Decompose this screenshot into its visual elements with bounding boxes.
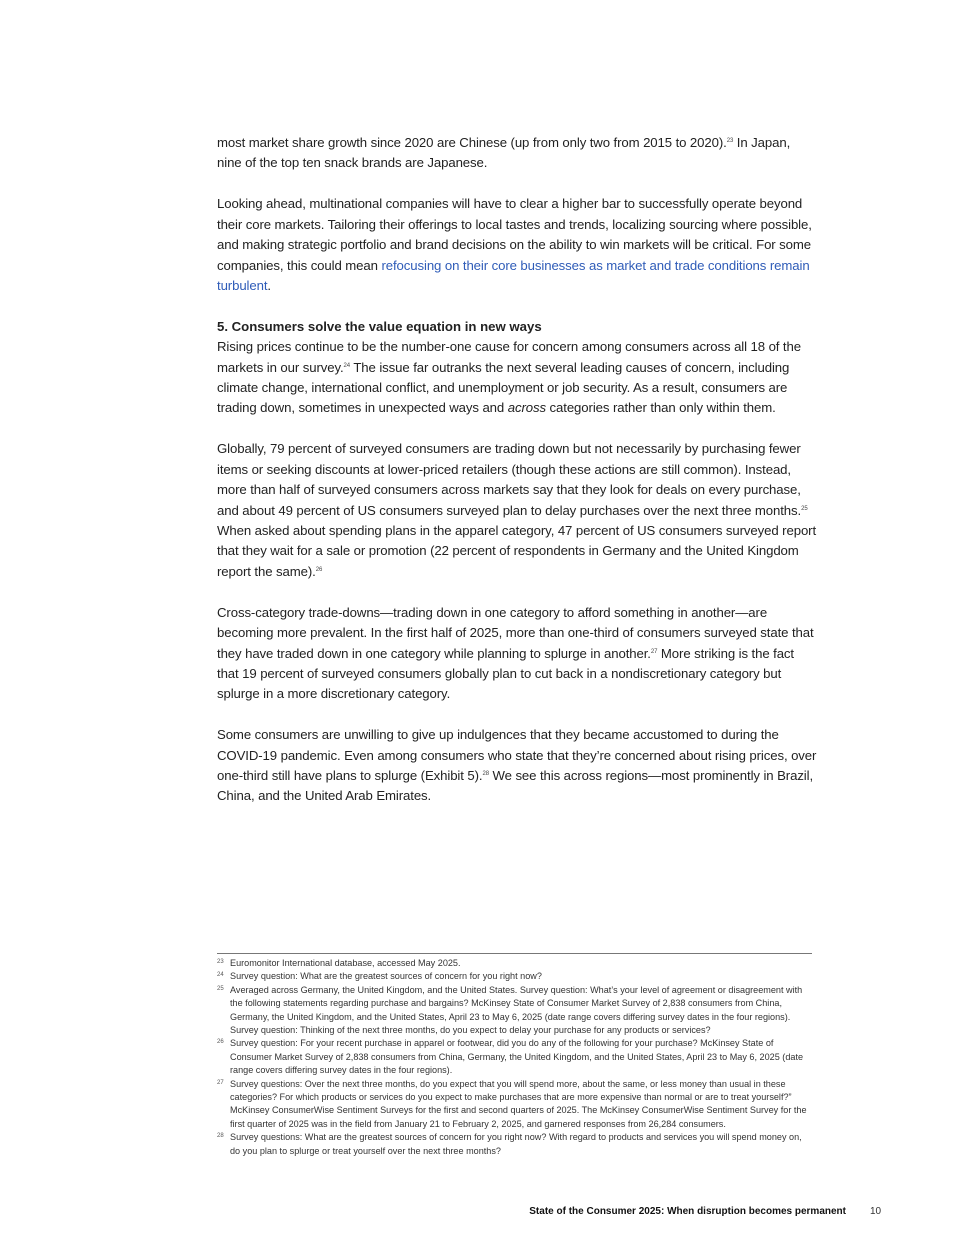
page-number: 10 [870, 1206, 882, 1217]
paragraph-text: Cross-category trade-downs—trading down in one category to afford something in another—are becoming more prevalent. In the first half of 2025, more than one-third of consumers surveyed state that they have traded down in one category while planning to splurge in another. [217, 604, 814, 661]
footnote-item [217, 1078, 812, 1132]
refocusing-core-businesses-link[interactable]: refocusing on their core businesses as market and trade conditions remain turbulent [217, 257, 810, 293]
paragraph-5 [217, 603, 817, 705]
report-title: State of the Consumer 2025: When disruption becomes permanent [529, 1206, 846, 1217]
footnote-text: Survey questions: What are the greatest sources of concern for you right now? With regard to products and services you will spend money on, do you plan to splurge or treat yourself over the next three months? [230, 1132, 802, 1156]
paragraph-text: Globally, 79 percent of surveyed consumers are trading down but not necessarily by purchasing fewer items or seeking discounts at lower-priced retailers (though these actions are still common). Instead, more than half of surveyed consumers across markets say that they look for deals on every purchase, and about 49 percent of US consumers surveyed plan to delay purchases over the next three months. [217, 441, 802, 518]
paragraph-1 [217, 133, 817, 174]
footnote-item [217, 1131, 812, 1158]
section-heading: 5. Consumers solve the value equation in new ways [217, 318, 542, 334]
footnotes-section [217, 953, 812, 1158]
paragraph-text: In Japan, nine of the top ten snack brands are Japanese. [217, 135, 791, 171]
page-footer [0, 1206, 960, 1222]
footnote-number: 27 [217, 1079, 224, 1086]
paragraph-4 [217, 439, 817, 582]
paragraph-text: We see this across regions—most prominently in Brazil, China, and the United Arab Emirates. [217, 768, 814, 804]
footnote-number: 23 [217, 959, 224, 965]
footnote-ref-25[interactable]: 25 [801, 505, 808, 512]
footnote-text: Survey questions: Over the next three months, do you expect that you will spend more, about the same, or less money than usual in these categories? For which products or services do you expect to make purchases that are more expensive than normal or are to treat yourself?” McKinsey ConsumerWise Sentiment Surveys for the first and second quarters of 2025. The McKinsey ConsumerWise Sentiment Survey for the first quarter of 2025 was in the field from January 21 to February 2, 2025, and garnered responses from 26,284 consumers. [230, 1078, 807, 1129]
footnote-ref-28[interactable]: 28 [482, 771, 489, 778]
footnote-number: 24 [217, 972, 224, 979]
footnote-text: Averaged across Germany, the United Kingdom, and the United States. Survey question: What’s your level of agreement or disagreement with the following statements regarding purchase and bargains? McKinsey State of Consumer Market Survey of 2,838 consumers from China, Germany, the United Kingdom, and the United States, April 23 to May 6, 2025 (date range covers differing survey dates in the four regions). Survey question: Thinking of the next three months, do you expect to delay your purchase for any products or services? [230, 984, 803, 1036]
emphasis-across: across [507, 400, 546, 416]
paragraph-3 [217, 337, 817, 419]
footnote-item [217, 984, 812, 1038]
paragraph-text: When asked about spending plans in the apparel category, 47 percent of US consumers surveyed report that they wait for a sale or promotion (22 percent of respondents in Germany and the United Kingdom report the same). [217, 523, 817, 579]
paragraph-6 [217, 725, 817, 807]
footnote-ref-26[interactable]: 26 [315, 566, 323, 573]
paragraph-text: Rising prices continue to be the number-one cause for concern among consumers across all 18 of the markets in our survey. [217, 339, 801, 375]
footnote-text: Survey question: For your recent purchase in apparel or footwear, did you do any of the following for your purchase? McKinsey State of Consumer Market Survey of 2,838 consumers from China, Germany, the United Kingdom, and the United States, April 23 to May 6, 2025 (date range covers differing survey dates in the four regions). [230, 1038, 804, 1076]
footnote-ref-23[interactable]: 23 [726, 138, 734, 144]
footnote-item [217, 970, 812, 983]
paragraph-2 [217, 194, 817, 296]
paragraph-text: categories rather than only within them. [545, 400, 776, 416]
footnote-text: Euromonitor International database, accessed May 2025. [230, 958, 461, 968]
paragraph-text: The issue far outranks the next several leading causes of concern, including climate change, international conflict, and unemployment or job security. As a result, consumers are trading down, sometimes in unexpected ways and [217, 359, 790, 416]
footnote-item [217, 957, 812, 970]
footnote-ref-24[interactable]: 24 [343, 362, 351, 369]
paragraph-text: More striking is the fact that 19 percent of surveyed consumers globally plan to cut back in a nondiscretionary category but splurge in a more discretionary category. [217, 645, 794, 702]
paragraph-text: . [267, 277, 271, 293]
body-text-column [217, 133, 817, 827]
footnote-number: 25 [217, 985, 224, 992]
paragraph-text: Looking ahead, multinational companies will have to clear a higher bar to successfully operate beyond their core markets. Tailoring their offerings to local tastes and trends, localizing sourcing where possible, and making strategic portfolio and brand decisions on the ability to win markets will be critical. For some companies, this could mean [217, 196, 812, 273]
footnote-ref-27[interactable]: 27 [650, 648, 658, 655]
paragraph-text: Some consumers are unwilling to give up indulgences that they became accustomed to during the COVID-19 pandemic. Even among consumers who state that they’re concerned about rising prices, over one-third still have plans to splurge (Exhibit 5). [217, 727, 817, 784]
paragraph-text: most market share growth since 2020 are Chinese (up from only two from 2015 to 2020). [217, 135, 727, 150]
footnote-number: 28 [217, 1133, 224, 1140]
footnote-item [217, 1037, 812, 1077]
footnote-number: 26 [217, 1039, 224, 1046]
footnote-text: Survey question: What are the greatest sources of concern for you right now? [230, 971, 542, 982]
